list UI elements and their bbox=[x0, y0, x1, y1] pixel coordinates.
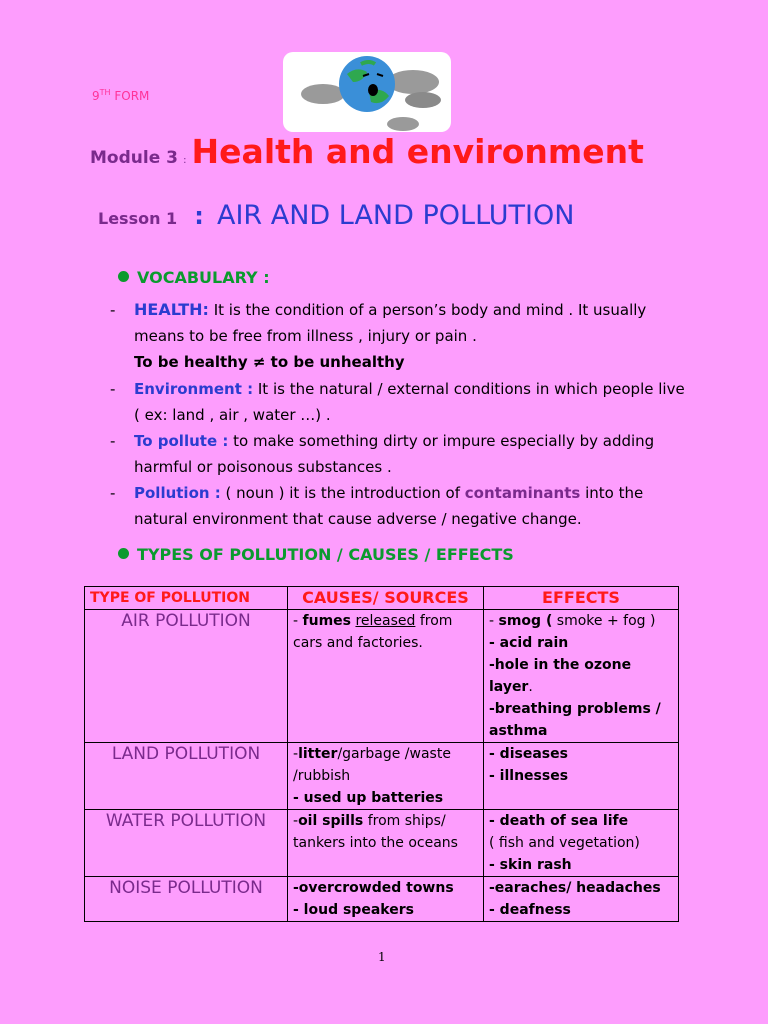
form-label: 9TH FORM bbox=[92, 88, 150, 103]
column-header-effects: EFFECTS bbox=[484, 587, 679, 610]
vocab-item-pollution: - Pollution : ( noun ) it is the introduction of contaminants into the natural environment that cause adverse / negative change. bbox=[110, 484, 644, 528]
module-prefix: Module 3 bbox=[90, 148, 178, 168]
vocabulary-heading: VOCABULARY : bbox=[118, 268, 270, 287]
table-row: AIR POLLUTION - fumes released from cars and factories. - smog ( smoke + fog ) - acid rain -hole in the ozone layer. -breathing problems / asthma bbox=[85, 610, 679, 743]
module-title-line: Module 3 : Health and environment bbox=[90, 132, 644, 171]
table-row: WATER POLLUTION -oil spills from ships/ tankers into the oceans - death of sea life ( fish and vegetation) - skin rash bbox=[85, 810, 679, 877]
lesson-prefix: Lesson 1 bbox=[98, 209, 178, 228]
column-header-causes: CAUSES/ SOURCES bbox=[288, 587, 484, 610]
vocab-item-health: - HEALTH: It is the condition of a person’s body and mind . It usually means to be free from illness , injury or pain . bbox=[110, 300, 647, 345]
bullet-icon bbox=[118, 271, 129, 282]
page-number: 1 bbox=[378, 950, 386, 964]
lesson-title-line: Lesson 1 : AIR AND LAND POLLUTION bbox=[98, 200, 575, 231]
healthy-unhealthy-note: To be healthy ≠ to be unhealthy bbox=[134, 353, 405, 371]
types-heading: TYPES OF POLLUTION / CAUSES / EFFECTS bbox=[118, 545, 514, 564]
table-header-row bbox=[85, 587, 679, 610]
lesson-title: AIR AND LAND POLLUTION bbox=[216, 200, 575, 231]
column-header-type: TYPE OF POLLUTION bbox=[85, 587, 288, 610]
vocab-item-to-pollute: - To pollute : to make something dirty or impure especially by adding harmful or poisonous substances . bbox=[110, 432, 655, 476]
module-title: Health and environment bbox=[191, 132, 644, 171]
pollution-table bbox=[84, 586, 679, 922]
sick-earth-icon bbox=[283, 52, 451, 132]
vocab-item-environment: - Environment : It is the natural / external conditions in which people live ( ex: land , air , water …) . bbox=[110, 380, 685, 424]
table-row: NOISE POLLUTION -overcrowded towns - loud speakers -earaches/ headaches - deafness bbox=[85, 877, 679, 922]
bullet-icon bbox=[118, 548, 129, 559]
table-row: LAND POLLUTION -litter/garbage /waste /rubbish - used up batteries - diseases - illnesses bbox=[85, 743, 679, 810]
